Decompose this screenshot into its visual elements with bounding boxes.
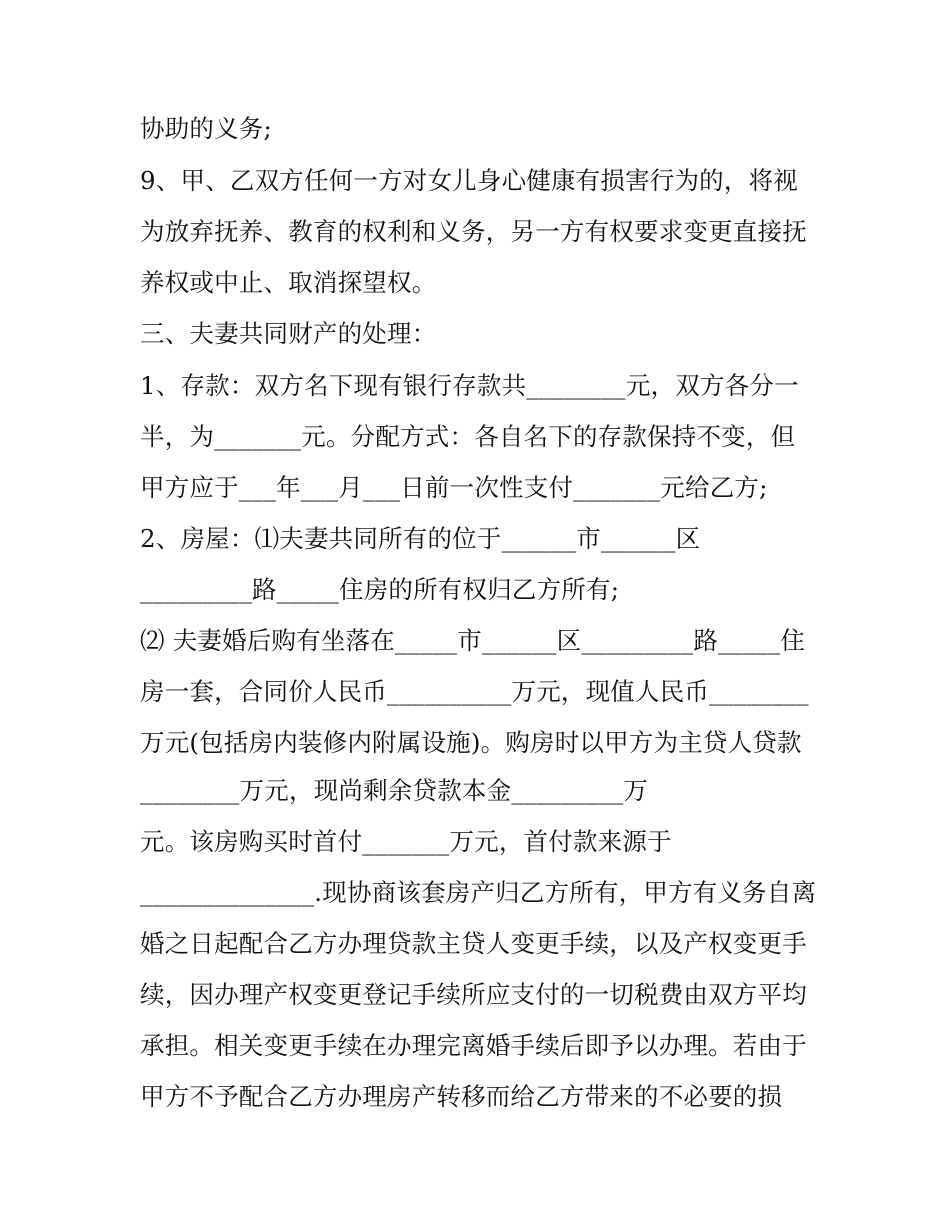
text-line: 万元(包括房内装修内附属设施)。购房时以甲方为主贷人贷款 xyxy=(140,728,802,757)
text-line: 房一套，合同价人民币__________万元，现值人民币________ xyxy=(140,677,809,706)
section-heading: 三、夫妻共同财产的处理： xyxy=(140,319,437,348)
text-line: 续，因办理产权变更登记手续所应支付的一切税费由双方平均 xyxy=(140,980,807,1009)
text-line: 半，为_______元。分配方式：各自名下的存款保持不变，但 xyxy=(140,422,796,451)
text-line: 协助的义务; xyxy=(140,114,272,143)
text-line: 养权或中止、取消探望权。 xyxy=(140,268,437,297)
text-line: ________万元，现尚剩余贷款本金_________万 xyxy=(140,776,649,805)
text-line: 甲方应于___年___月___日前一次性支付_______元给乙方; xyxy=(140,473,768,502)
text-line: 婚之日起配合乙方办理贷款主贷人变更手续，以及产权变更手 xyxy=(140,929,807,958)
text-line: 甲方不予配合乙方办理房产转移而给乙方带来的不必要的损 xyxy=(140,1082,783,1111)
text-line: 承担。相关变更手续在办理完离婚手续后即予以办理。若由于 xyxy=(140,1031,807,1060)
text-line: 为放弃抚养、教育的权利和义务，另一方有权要求变更直接抚 xyxy=(140,217,807,246)
text-line: 1、存款：双方名下现有银行存款共________元，双方各分一 xyxy=(140,371,799,400)
text-line: 元。该房购买时首付_______万元，首付款来源于 xyxy=(140,827,672,856)
text-line: ______________.现协商该套房产归乙方所有，甲方有义务自离 xyxy=(140,878,817,907)
text-line: 9、甲、乙双方任何一方对女儿身心健康有损害行为的，将视 xyxy=(140,166,798,195)
text-line: _________路_____住房的所有权归乙方所有; xyxy=(140,575,620,604)
text-line: ⑵ 夫妻婚后购有坐落在_____市______区_________路_____住 xyxy=(140,626,806,655)
text-line: 2、房屋：⑴夫妻共同所有的位于______市______区 xyxy=(140,524,701,553)
